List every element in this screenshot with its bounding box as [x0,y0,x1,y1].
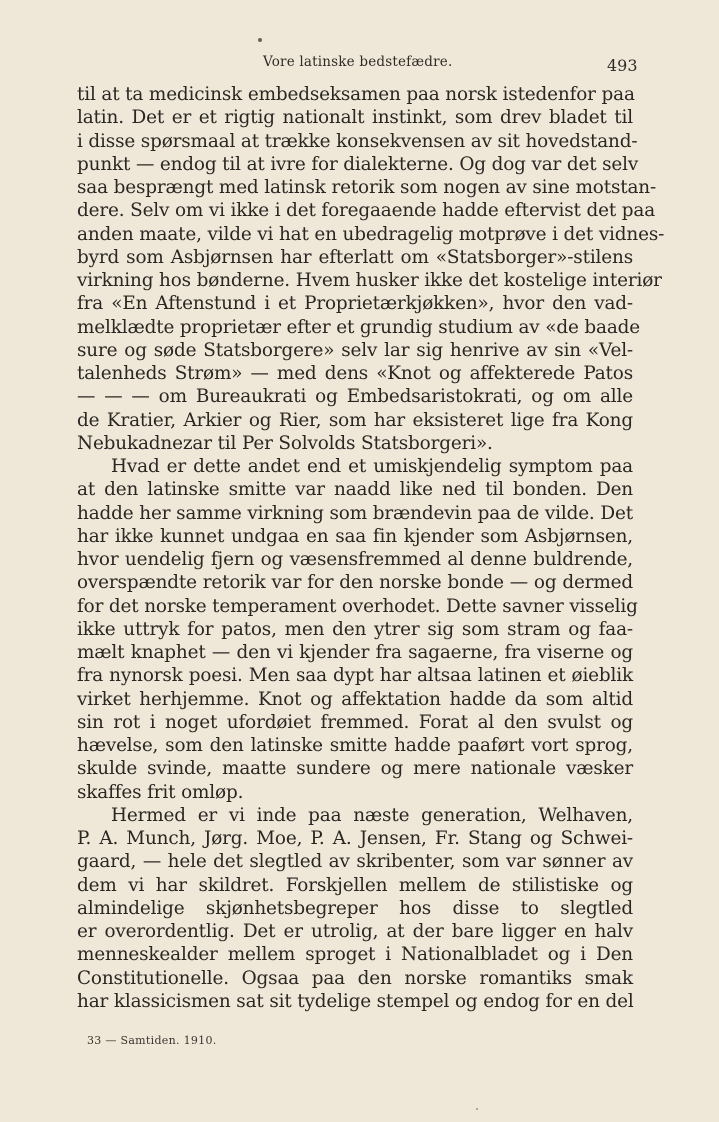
text-line: Hermed er vi inde paa næste generation, Welhaven, [111,804,633,826]
text-line: dem vi har skildret. Forskjellen mellem de stilistiske og [77,874,633,896]
text-line: virket herhjemme. Knot og affektation hadde da som altid [77,688,633,710]
text-line: latin. Det er et rigtig nationalt instinkt, som drev bladet til [77,107,633,129]
text-line: byrd som Asbjørnsen har efterlatt om «Statsborger»-stilens [77,246,633,268]
text-line: i disse spørsmaal at trække konsekvensen av sit hovedstand- [77,130,638,152]
text-line: de Kratier, Arkier og Rier, som har eksisteret lige fra Kong [77,409,633,431]
text-line: har klassicismen sat sit tydelige stempel og endog for en del [77,990,634,1012]
text-line: gaard, — hele det slegtled av skribenter, som var sønner av [77,851,633,873]
text-line: saa besprængt med latinsk retorik som nogen av sine motstan- [77,177,657,198]
text-line: at den latinske smitte var naadd like ned til bonden. Den [77,479,633,501]
text-line: talenheds Strøm» — med dens «Knot og affekterede Patos [77,363,633,384]
page-number: 493 [607,56,638,75]
body-text [77,83,665,1013]
ink-dot [258,38,262,42]
text-line: skulde svinde, maatte sundere og mere nationale væsker [77,758,633,780]
text-line: hadde her samme virkning som brændevin paa de vilde. Det [77,502,633,524]
text-line: sin rot i noget ufordøiet fremmed. Forat al den svulst og [77,711,633,733]
text-line: hvor uendelig fjern og væsensfremmed al denne buldrende, [77,549,633,570]
text-line: dere. Selv om vi ikke i det foregaaende hadde eftervist det paa [77,200,656,222]
text-line: virkning hos bønderne. Hvem husker ikke det kostelige interiør [77,270,662,291]
text-line: punkt — endog til at ivre for dialekterne. Og dog var det selv [77,153,639,175]
text-line: for det norske temperament overhodet. Dette savner visselig [77,595,638,617]
running-head: Vore latinske bedstefædre. [263,54,453,70]
text-line: almindelige skjønhetsbegreper hos disse to slegtled [77,897,633,919]
text-line: har ikke kunnet undgaa en saa fin kjender som Asbjørnsen, [77,525,633,547]
text-line: Constitutionelle. Ogsaa paa den norske romantiks smak [77,967,633,989]
text-line: — — — om Bureaukrati og Embedsaristokrati, og om alle [77,386,633,408]
paper-speck [476,1108,478,1110]
text-line: er overordentlig. Det er utrolig, at der bare ligger en halv [77,921,633,942]
text-line: menneskealder mellem sproget i Nationalbladet og i Den [77,944,633,966]
text-line: fra nynorsk poesi. Men saa dypt har altsaa latinen et øieblik [77,665,633,687]
text-line: anden maate, vilde vi hat en ubedragelig motprøve i det vidnes- [77,223,665,245]
text-line: hævelse, som den latinske smitte hadde paaført vort sprog, [77,735,633,756]
text-line: mælt knaphet — den vi kjender fra sagaerne, fra viserne og [77,642,633,663]
text-line: melklædte proprietær efter et grundig studium av «de baade [77,316,640,338]
signature-mark: 33 — Samtiden. 1910. [87,1034,217,1047]
text-line: fra «En Aftenstund i et Proprietærkjøkken», hvor den vad- [77,293,633,315]
text-line: overspændte retorik var for den norske bonde — og dermed [77,572,633,594]
text-line: Hvad er dette andet end et umiskjendelig symptom paa [111,456,633,477]
text-line: ikke uttryk for patos, men den ytrer sig som stram og faa- [77,618,633,640]
text-line: skaffes frit omløp. [77,781,244,803]
text-line: P. A. Munch, Jørg. Moe, P. A. Jensen, Fr. Stang og Schwei- [77,828,633,849]
text-line: sure og søde Statsborgere» selv lar sig henrive av sin «Vel- [77,339,633,361]
text-line: Nebukadnezar til Per Solvolds Statsborgeri». [77,432,493,454]
text-line: til at ta medicinsk embedseksamen paa norsk istedenfor paa [77,84,635,105]
